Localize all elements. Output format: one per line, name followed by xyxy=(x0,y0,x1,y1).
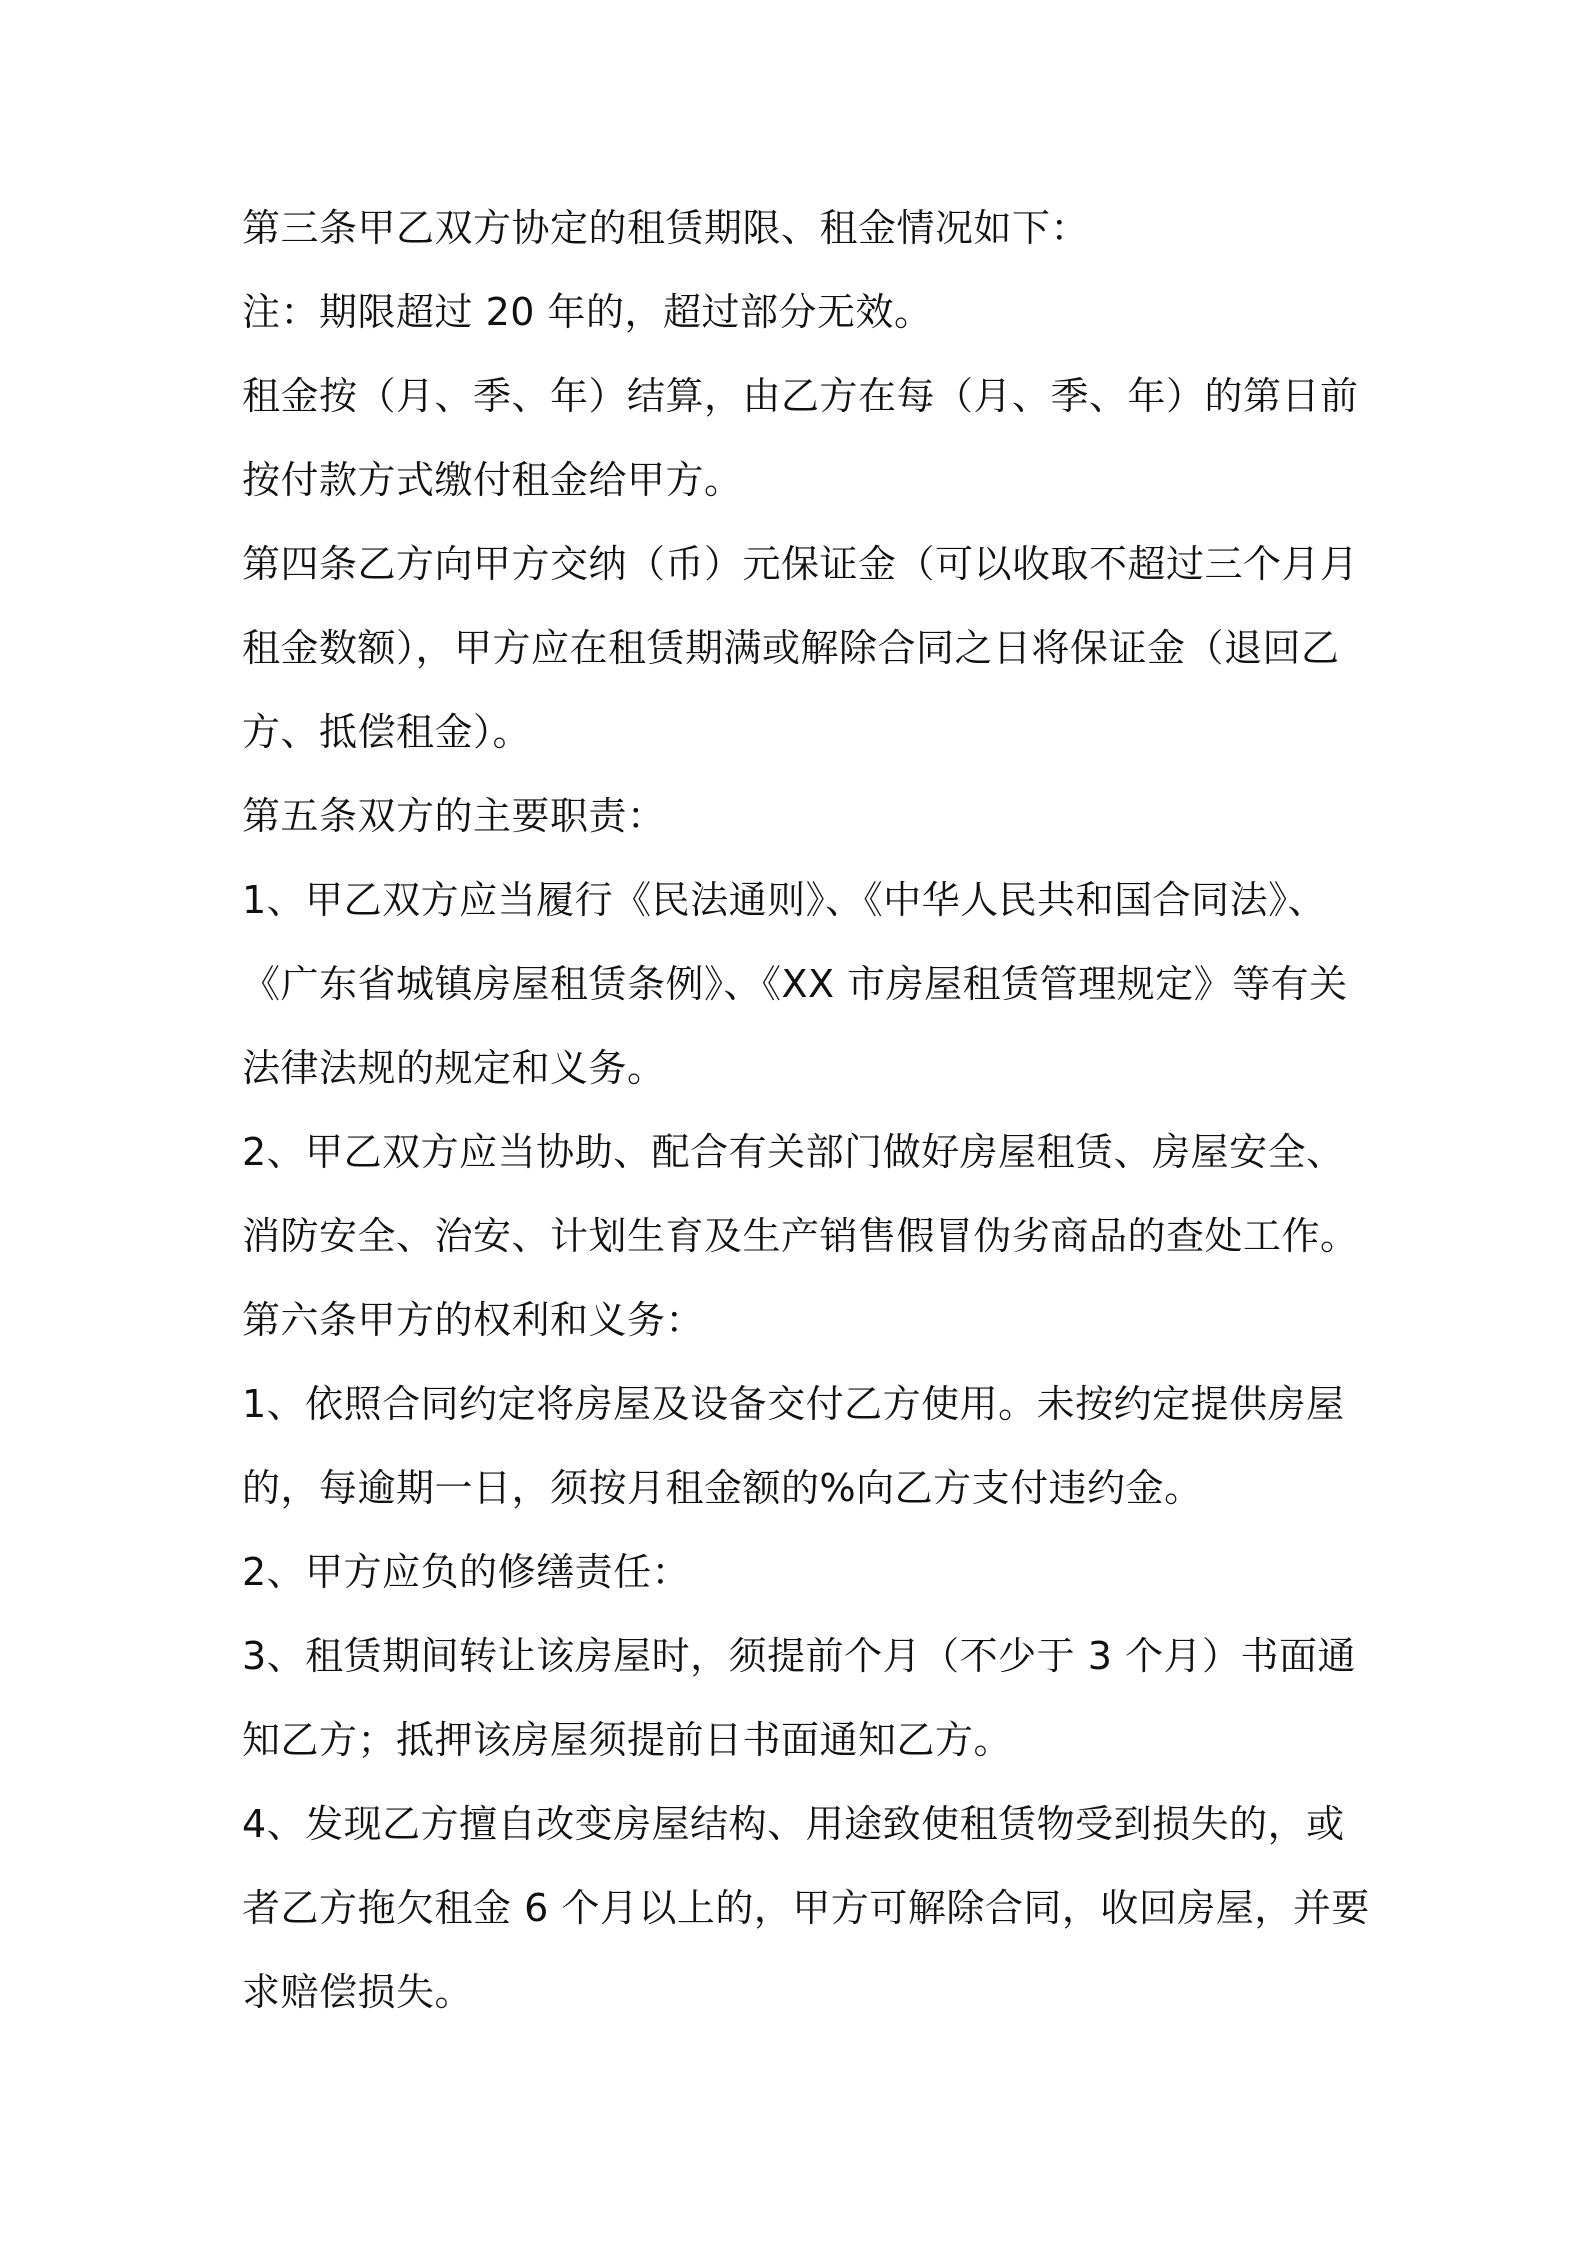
article-6-item-1: 1、依照合同约定将房屋及设备交付乙方使用。未按约定提供房屋的，每逾期一日，须按月租金额的%向乙方支付违约金。 xyxy=(242,1382,1345,1510)
article-6-item-2: 2、甲方应负的修缮责任： xyxy=(242,1550,691,1594)
article-6-item-4: 4、发现乙方擅自改变房屋结构、用途致使租赁物受到损失的，或者乙方拖欠租金 6 个月以上的，甲方可解除合同，收回房屋，并要求赔偿损失。 xyxy=(242,1802,1370,2014)
term-limit-note: 注：期限超过 20 年的，超过部分无效。 xyxy=(242,290,933,334)
article-5-heading: 第五条双方的主要职责： xyxy=(242,794,666,838)
article-6-item-3: 3、租赁期间转让该房屋时，须提前个月（不少于 3 个月）书面通知乙方；抵押该房屋须提前日书面通知乙方。 xyxy=(242,1634,1357,1762)
document-body xyxy=(242,186,1377,2034)
article-5-item-1: 1、甲乙双方应当履行《民法通则》、《中华人民共和国合同法》、《广东省城镇房屋租赁条例》、《XX 市房屋租赁管理规定》等有关法律法规的规定和义务。 xyxy=(242,878,1348,1090)
article-4-deposit-clause: 第四条乙方向甲方交纳（币）元保证金（可以收取不超过三个月月租金数额），甲方应在租赁期满或解除合同之日将保证金（退回乙方、抵偿租金）。 xyxy=(242,542,1359,754)
article-3-heading: 第三条甲乙双方协定的租赁期限、租金情况如下： xyxy=(242,206,1090,250)
rent-payment-clause: 租金按（月、季、年）结算，由乙方在每（月、季、年）的第日前按付款方式缴付租金给甲方。 xyxy=(242,374,1359,502)
article-5-item-2: 2、甲乙双方应当协助、配合有关部门做好房屋租赁、房屋安全、消防安全、治安、计划生育及生产销售假冒伪劣商品的查处工作。 xyxy=(242,1130,1359,1258)
article-6-heading: 第六条甲方的权利和义务： xyxy=(242,1298,705,1342)
